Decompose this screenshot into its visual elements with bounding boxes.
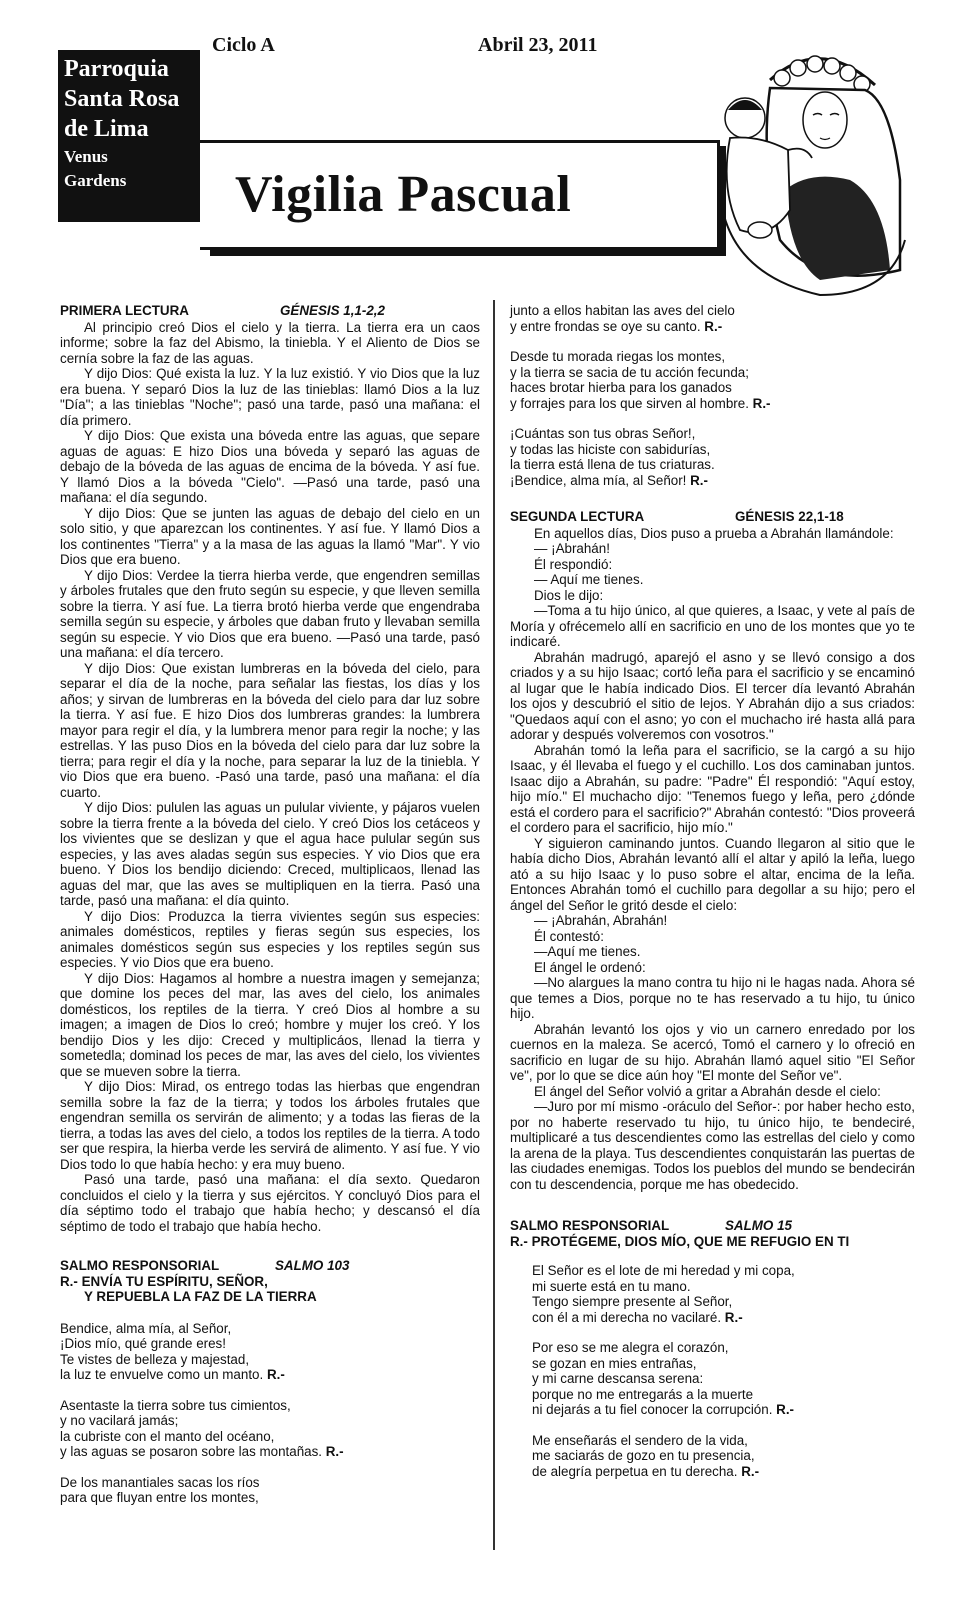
psalm-verse: haces brotar hierba para los ganados bbox=[510, 380, 732, 395]
psalm-verse bbox=[532, 1402, 915, 1418]
reading-paragraph: —No alargues la mano contra tu hijo ni le hagas nada. Ahora sé que temes a Dios, porque no te has reservado a tu hijo, tu único hijo. bbox=[510, 975, 915, 1021]
psalm-verse: y la tierra se sacia de tu acción fecunda; bbox=[510, 364, 749, 380]
psalm-verse: y todas las hiciste con sabidurías, bbox=[510, 441, 711, 457]
dialogue-line: Dios le dijo: bbox=[534, 587, 604, 603]
psalm-stanza bbox=[510, 349, 915, 411]
psalm-verse bbox=[510, 396, 915, 412]
psalm-verse-text: con él a mi derecha no vacilaré. bbox=[532, 1309, 722, 1325]
liturgical-cycle: Ciclo A bbox=[212, 34, 275, 56]
reading-paragraph: Y dijo Dios: Que se junten las aguas de debajo del cielo en un solo sitio, y que aparezcan los continentes. Y así fue. Y llamó Dios a los continentes "Tierra" y a la masa de las aguas la llamó "Mar". Y vio Dios que era bueno. bbox=[60, 505, 480, 567]
response-mark: R.- bbox=[776, 1402, 795, 1417]
psalm-verse: mi suerte está en tu mano. bbox=[532, 1278, 691, 1294]
psalm-verse: junto a ellos habitan las aves del cielo bbox=[510, 303, 735, 318]
psalm-verse: Te vistes de belleza y majestad, bbox=[60, 1351, 250, 1367]
psalm-verse: y mi carne descansa serena: bbox=[532, 1371, 704, 1386]
psalm-verse-text: ¡Bendice, alma mía, al Señor! bbox=[510, 472, 687, 488]
title-shadow bbox=[210, 250, 722, 256]
psalm-verse: la cubriste con el manto del océano, bbox=[60, 1428, 275, 1444]
psalm-verse bbox=[510, 473, 915, 489]
psalm-verse: Por eso se me alegra el corazón, bbox=[532, 1340, 729, 1355]
dialogue-line: — Aquí me tienes. bbox=[534, 572, 644, 587]
psalm-stanza bbox=[60, 1398, 480, 1460]
response-mark: R.- bbox=[704, 318, 723, 334]
reading-paragraph: Abrahán madrugó, aparejó el asno y se llevó consigo a dos criados y a su hijo Isaac; cortó leña para el sacrificio y se encaminó al lugar que le había indicado Dios. El tercer día levantó Abrahán los ojos y descubrió el sitio de lejos. Y Abrahán dijo a sus criados: "Quedaos aquí con el asno; yo con el muchacho iré hasta allá para adorar y después volveremos con vosotros." bbox=[510, 649, 915, 742]
psalm-verse-text: y las aguas se posaron sobre las montañas. bbox=[60, 1444, 323, 1459]
reading-reference: GÉNESIS 22,1-18 bbox=[735, 509, 844, 524]
psalm-verse: Tengo siempre presente al Señor, bbox=[532, 1294, 733, 1309]
response-mark: R.- bbox=[690, 472, 708, 488]
response-mark: R.- bbox=[724, 1309, 743, 1325]
psalm-response: R.- ENVÍA TU ESPÍRITU, SEÑOR, bbox=[60, 1273, 268, 1289]
dialogue-line: El ángel le ordenó: bbox=[534, 959, 646, 975]
reading-reference: GÉNESIS 1,1-2,2 bbox=[280, 303, 385, 318]
psalm-verse: ¡Dios mío, qué grande eres! bbox=[60, 1336, 226, 1351]
psalm-stanza bbox=[510, 1340, 915, 1418]
psalm-label: SALMO RESPONSORIAL bbox=[60, 1258, 220, 1273]
psalm-stanza bbox=[510, 1263, 915, 1325]
dialogue-line: — ¡Abrahán, Abrahán! bbox=[534, 913, 668, 928]
psalm-verse: Me enseñarás el sendero de la vida, bbox=[532, 1432, 748, 1448]
reading-paragraph: Abrahán levantó los ojos y vio un carnero enredado por los cuernos en la maleza. Se acercó, Tomó el carnero y lo ofreció en sacrificio en lugar de su hijo. Abrahán llamó aquel sitio "El Señor ve", por lo que se dice aún hoy "El monte del Señor ve". bbox=[510, 1021, 915, 1083]
psalm-heading bbox=[60, 1258, 480, 1274]
reading-heading bbox=[60, 303, 480, 319]
psalm-verse: ¡Cuántas son tus obras Señor!, bbox=[510, 426, 696, 441]
reading-paragraph: Y siguieron caminando juntos. Cuando llegaron al sitio que le había dicho Dios, Abrahán levantó allí el altar y apiló la leña, luego ató a su hijo Isaac y lo puso sobre el altar, encima de la leña. Entonces Abrahán tomó el cuchillo para degollar a su hijo; pero el ángel del Señor le gritó desde el cielo: bbox=[510, 835, 915, 913]
psalm-verse-text: la luz te envuelve como un manto. bbox=[60, 1367, 264, 1382]
psalm-verse: para que fluyan entre los montes, bbox=[60, 1490, 259, 1505]
psalm-reference: SALMO 103 bbox=[275, 1258, 350, 1273]
reading-heading bbox=[510, 509, 915, 525]
psalm-verse bbox=[532, 1310, 915, 1326]
parish-line: de Lima bbox=[64, 116, 149, 142]
psalm-verse: Asentaste la tierra sobre tus cimientos, bbox=[60, 1397, 291, 1413]
psalm-verse: Desde tu morada riegas los montes, bbox=[510, 349, 726, 364]
parish-line: Gardens bbox=[64, 171, 127, 190]
psalm-stanza bbox=[510, 303, 915, 334]
psalm-verse: la tierra está llena de tus criaturas. bbox=[510, 457, 715, 472]
psalm-label: SALMO RESPONSORIAL bbox=[510, 1218, 670, 1233]
reading-paragraph: Y dijo Dios: pululen las aguas un pulular viviente, y pájaros vuelen sobre la tierra frente a la bóveda del cielo. Y creó Dios los cetáceos y los vivientes que se deslizan y que el agua hace pulular según sus especies, y las aves aladas según sus especies. Y vio Dios que era bueno. Y Dios los bendijo diciendo: Creced, multiplicaos, llenad las aguas del mar, que las aves se multipliquen en la tierra. Pasó una tarde, pasó una mañana: el día quinto. bbox=[60, 800, 480, 908]
parish-line: Parroquia bbox=[64, 56, 169, 82]
reading-paragraph: Abrahán tomó la leña para el sacrificio, se la cargó a su hijo Isaac, y él llevaba el fuego y el cuchillo. Los dos caminaban juntos. Isaac dijo a Abrahán, su padre: "Padre" Él respondió: "Aquí estoy, hijo mío." El muchacho dijo: "Tenemos fuego y leña, pero ¿dónde está el cordero para el sacrificio?" Abrahán contestó: "Dios proveerá el cordero para el sacrificio, hijo mío." bbox=[510, 742, 915, 835]
psalm-response: Y REPUEBLA LA FAZ DE LA TIERRA bbox=[84, 1289, 317, 1304]
psalm-stanza bbox=[60, 1475, 480, 1506]
psalm-verse-text: y entre frondas se oye su canto. bbox=[510, 318, 701, 334]
reading-paragraph: —Juro por mí mismo -oráculo del Señor-: por haber hecho esto, por no haberte reservado tu hijo, tu único hijo, te bendeciré, multiplicaré a tus descendientes como las estrellas del cielo y como la arena de la playa. Tus descendientes conquistarán las puertas de las ciudades enemigas. Todos los pueblos del mundo se bendecirán con tu descendencia, porque me has obedecido. bbox=[510, 1099, 915, 1192]
psalm-verse: El Señor es el lote de mi heredad y mi copa, bbox=[532, 1263, 795, 1278]
psalm-reference: SALMO 15 bbox=[725, 1218, 792, 1233]
reading-paragraph: —Toma a tu hijo único, al que quieres, a Isaac, y vete al país de Moría y ofrécemelo allí en sacrificio en uno de los montes que yo te indicaré. bbox=[510, 603, 915, 649]
reading-paragraph: Y dijo Dios: Que exista una bóveda entre las aguas, que separe aguas de aguas: E hizo Dios una bóveda y separó las aguas de debajo de la bóveda de las aguas de encima de la bóveda. Y así fue. Y llamó Dios a la bóveda "Cielo". —Pasó una tarde, pasó una mañana: el día segundo. bbox=[60, 428, 480, 505]
bulletin-date: Abril 23, 2011 bbox=[478, 34, 598, 56]
psalm-verse bbox=[60, 1367, 480, 1383]
response-mark: R.- bbox=[266, 1367, 285, 1382]
reading-paragraph: El ángel del Señor volvió a gritar a Abrahán desde el cielo: bbox=[534, 1083, 881, 1099]
reading-paragraph: Y dijo Dios: Verdee la tierra hierba verde, que engendren semillas y árboles frutales que den fruto según su especie, y que lleven semilla sobre la tierra. Y así fue. La tierra brotó hierba verde que engendraba semilla según su especie, y árboles que daban fruto y llevaban semilla según su especie. Y vio Dios que era bueno. —Pasó una tarde, pasó una mañana: el día tercero. bbox=[60, 567, 480, 660]
page-header bbox=[0, 0, 971, 300]
parish-line: Venus bbox=[64, 147, 108, 166]
left-column bbox=[60, 303, 480, 1521]
reading-label: PRIMERA LECTURA bbox=[60, 303, 189, 318]
parish-line: Santa Rosa bbox=[64, 86, 180, 112]
response-mark: R.- bbox=[325, 1444, 344, 1459]
response-mark: R.- bbox=[752, 395, 771, 411]
psalm-verse: y no vacilará jamás; bbox=[60, 1413, 179, 1428]
reading-paragraph: Al principio creó Dios el cielo y la tierra. La tierra era un caos informe; sobre la faz del Abismo, la tiniebla. Y el Aliento de Dios se cernía sobre la faz de las aguas. bbox=[60, 319, 480, 366]
psalm-verse: se gozan en mies entrañas, bbox=[532, 1355, 697, 1371]
reading-paragraph: Y dijo Dios: Que existan lumbreras en la bóveda del cielo, para separar el día de la noche, para señalar las fiestas, los días y los años; y sirvan de lumbreras en la bóveda del cielo para dar luz sobre la tierra. Y así fue. E hizo Dios dos lumbreras grandes: la lumbrera mayor para regir el día, y la lumbrera menor para regir la noche; y las estrellas. Y las puso Dios en la bóveda del cielo para dar luz sobre la tierra; para regir el día y la noche, para separar la luz de la tiniebla. Y vio Dios que era bueno. -Pasó una tarde, pasó una mañana: el día cuarto. bbox=[60, 660, 480, 800]
psalm-verse: Bendice, alma mía, al Señor, bbox=[60, 1320, 232, 1336]
reading-label: SEGUNDA LECTURA bbox=[510, 509, 645, 524]
psalm-verse-text: y forrajes para los que sirven al hombre. bbox=[510, 395, 749, 411]
reading-paragraph: Y dijo Dios: Produzca la tierra vivientes según sus especies: animales domésticos, reptiles y fieras según sus especies, los animales domésticos según sus especies y los reptiles según sus especies. Y vio Dios que era bueno. bbox=[60, 908, 480, 970]
reading-paragraph: Pasó una tarde, pasó una mañana: el día sexto. Quedaron concluidos el cielo y la tierra y sus ejércitos. Y concluyó Dios para el día séptimo todo el trabajo que había hecho; y descansó el día séptimo de todo el trabajo que había hecho. bbox=[60, 1172, 480, 1234]
parish-name-box bbox=[58, 50, 200, 222]
response-mark: R.- bbox=[741, 1463, 760, 1479]
psalm-stanza bbox=[60, 1321, 480, 1383]
psalm-response: R.- PROTÉGEME, DIOS MÍO, QUE ME REFUGIO EN TI bbox=[510, 1233, 850, 1249]
dialogue-line: — ¡Abrahán! bbox=[534, 541, 610, 556]
psalm-verse bbox=[532, 1464, 915, 1480]
reading-paragraph: Y dijo Dios: Mirad, os entrego todas las hierbas que engendran semilla sobre la faz de la tierra; y todos los árboles frutales que engendran semilla os servirán de alimento; y a todas las fieras de la tierra, a todas las aves del cielo, a todos los reptiles de la tierra. A todo ser que respira, la hierba verde les servirá de alimento. Y así fue. Y vio Dios todo lo que había hecho: y era muy bueno. bbox=[60, 1079, 480, 1172]
psalm-verse: porque no me entregarás a la muerte bbox=[532, 1386, 754, 1402]
page-title: Vigilia Pascual bbox=[235, 166, 572, 223]
psalm-verse bbox=[510, 319, 915, 335]
psalm-heading bbox=[510, 1218, 915, 1234]
psalm-verse-text: ni dejarás a tu fiel conocer la corrupción. bbox=[532, 1402, 773, 1417]
psalm-verse-text: de alegría perpetua en tu derecha. bbox=[532, 1463, 738, 1479]
dialogue-line: Él contestó: bbox=[534, 928, 604, 944]
saint-rose-illustration bbox=[700, 40, 910, 300]
column-divider bbox=[493, 300, 495, 1550]
dialogue-line: —Aquí me tienes. bbox=[534, 944, 641, 959]
psalm-verse: De los manantiales sacas los ríos bbox=[60, 1474, 260, 1490]
psalm-stanza bbox=[510, 1433, 915, 1480]
dialogue-line: Él respondió: bbox=[534, 556, 613, 572]
psalm-verse: me saciarás de gozo en tu presencia, bbox=[532, 1448, 755, 1463]
reading-paragraph: En aquellos días, Dios puso a prueba a Abrahán llamándole: bbox=[534, 525, 894, 541]
right-column bbox=[510, 303, 915, 1494]
psalm-verse bbox=[60, 1444, 480, 1460]
reading-paragraph: Y dijo Dios: Hagamos al hombre a nuestra imagen y semejanza; que domine los peces del mar, las aves del cielo, los animales domésticos, los reptiles de la tierra. Y creó Dios al hombre a su imagen; a imagen de Dios lo creó; hombre y mujer los creó. Y los bendijo Dios y les dijo: Creced y multiplicáos, llenad la tierra y sometedla; dominad los peces de mar, las aves del cielo, los vivientes que se mueven sobre la tierra. bbox=[60, 970, 480, 1079]
reading-paragraph: Y dijo Dios: Qué exista la luz. Y la luz existió. Y vio Dios que la luz era buena. Y separó Dios la luz de las tinieblas: llamó Dios a la luz "Día"; a las tinieblas "Noche"; pasó una tarde, pasó una mañana: el día primero. bbox=[60, 366, 480, 428]
psalm-stanza bbox=[510, 426, 915, 488]
